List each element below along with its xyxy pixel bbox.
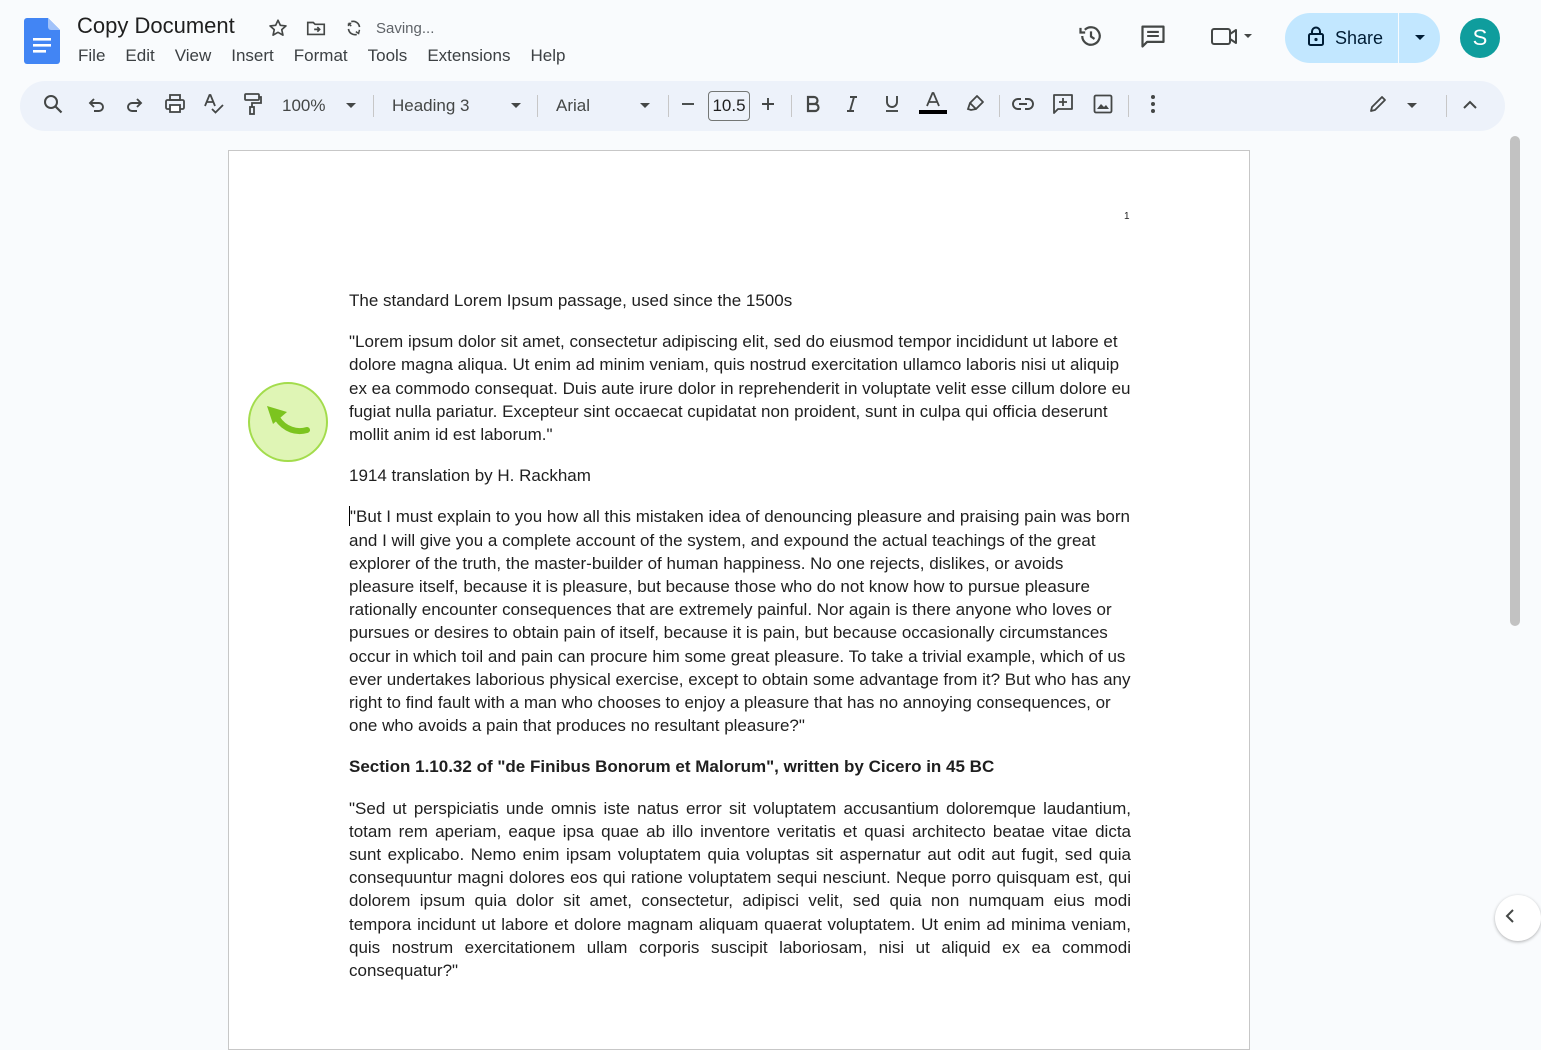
- paragraph-sed: "Sed ut perspiciatis unde omnis iste natus error sit voluptatem accusantium doloremque laudantium, totam rem aperiam, eaque ipsa quae ab illo inventore veritatis et quasi architecto beatae vitae dicta sunt explicabo. Nemo enim ipsam voluptatem quia voluptas sit aspernatur aut odit aut fugit, sed quia consequuntur magni dolores eos qui ratione voluptatem sequi nesciunt. Neque porro quisquam est, qui dolorem ipsum quia dolor sit amet, consectetur, adipisci velit, sed quia non numquam eius modi tempora incidunt ut labore et dolore magnam aliquam quaerat voluptatem. Ut enim ad minima veniam, quis nostrum exercitationem ullam corporis suscipit laboriosam, nisi ut aliquid ex ea commodi consequatur?": [349, 798, 1131, 981]
- zoom-select[interactable]: [282, 91, 362, 121]
- style-select[interactable]: [392, 91, 522, 121]
- hide-menus-button[interactable]: [1455, 91, 1485, 121]
- toolbar-divider: [1128, 95, 1129, 117]
- paint-format-icon: [243, 93, 263, 120]
- comments-icon: [1139, 22, 1167, 55]
- avatar[interactable]: S: [1460, 18, 1500, 58]
- share-button[interactable]: [1285, 13, 1398, 63]
- share-label: Share: [1335, 27, 1384, 48]
- document-title[interactable]: Copy Document: [77, 13, 235, 38]
- menu-insert[interactable]: Insert: [231, 46, 274, 65]
- highlight-icon: [965, 94, 985, 119]
- image-icon: [1093, 94, 1113, 119]
- sync-icon: [342, 16, 366, 40]
- version-history-button[interactable]: [1071, 18, 1111, 58]
- decrease-font-size-button[interactable]: [673, 91, 703, 121]
- paragraph-translation: [349, 505, 1131, 737]
- comments-button[interactable]: [1133, 18, 1173, 58]
- history-icon: [1077, 22, 1105, 55]
- print-button[interactable]: [160, 91, 190, 121]
- section-heading: Section 1.10.32 of "de Finibus Bonorum et Malorum", written by Cicero in 45 BC: [349, 757, 995, 777]
- meet-button[interactable]: [1200, 18, 1260, 58]
- italic-button[interactable]: [837, 91, 867, 121]
- menu-help[interactable]: Help: [530, 46, 566, 65]
- bold-icon: [806, 96, 820, 117]
- lock-icon: [1307, 26, 1325, 51]
- bold-button[interactable]: [798, 91, 828, 121]
- vertical-scrollbar[interactable]: [1510, 136, 1520, 626]
- saving-status: Saving...: [376, 19, 435, 37]
- annotation-marker: [248, 382, 328, 462]
- font-value: Arial: [556, 96, 591, 115]
- more-icon: [1150, 94, 1156, 119]
- header: [0, 0, 1525, 80]
- text-color-icon: [918, 91, 948, 122]
- text-color-button[interactable]: [918, 91, 948, 121]
- undo-icon: [86, 94, 106, 119]
- spellcheck-button[interactable]: [199, 91, 229, 121]
- increase-font-size-button[interactable]: [753, 91, 783, 121]
- add-comment-icon: [1052, 93, 1074, 120]
- chevron-left-icon: [1505, 909, 1515, 928]
- star-icon[interactable]: [266, 16, 290, 40]
- page-number: 1: [1124, 211, 1130, 222]
- underline-button[interactable]: [877, 91, 907, 121]
- search-menus-button[interactable]: [38, 91, 68, 121]
- side-panel-toggle[interactable]: [1495, 895, 1541, 941]
- spellcheck-icon: [203, 93, 225, 120]
- collapse-icon: [1462, 97, 1478, 115]
- add-comment-button[interactable]: [1048, 91, 1078, 121]
- redo-button[interactable]: [120, 91, 150, 121]
- toolbar-divider: [668, 95, 669, 117]
- toolbar-divider: [373, 95, 374, 117]
- share-button-group: [1285, 13, 1440, 63]
- font-size-input[interactable]: 10.5: [708, 91, 750, 121]
- paragraph-subtitle: The standard Lorem Ipsum passage, used since the 1500s: [349, 291, 793, 310]
- redo-icon: [125, 94, 145, 119]
- share-options-button[interactable]: [1399, 13, 1440, 63]
- edit-mode-icon: [1368, 94, 1388, 119]
- menu-bar: [68, 44, 575, 68]
- minus-icon: [680, 96, 696, 117]
- paragraph-translation-title: 1914 translation by H. Rackham: [349, 466, 591, 486]
- document-canvas[interactable]: [0, 131, 1525, 981]
- paint-format-button[interactable]: [238, 91, 268, 121]
- title-actions: [266, 16, 434, 40]
- toolbar-divider: [537, 95, 538, 117]
- toolbar-divider: [1446, 95, 1447, 117]
- toolbar: [20, 81, 1505, 131]
- plus-icon: [760, 96, 776, 117]
- link-icon: [1012, 97, 1034, 116]
- undo-button[interactable]: [81, 91, 111, 121]
- chevron-down-icon: [510, 97, 522, 115]
- menu-tools[interactable]: Tools: [367, 46, 408, 65]
- insert-image-button[interactable]: [1088, 91, 1118, 121]
- menu-extensions[interactable]: Extensions: [427, 46, 511, 65]
- chevron-down-icon: [345, 97, 357, 115]
- style-value: Heading 3: [392, 96, 470, 115]
- docs-logo-icon[interactable]: [24, 18, 60, 64]
- meet-icon: [1204, 22, 1256, 55]
- insert-link-button[interactable]: [1008, 91, 1038, 121]
- menu-file[interactable]: File: [78, 46, 106, 65]
- document-page[interactable]: [228, 150, 1250, 1050]
- chevron-down-icon: [1414, 29, 1426, 47]
- menu-format[interactable]: Format: [293, 46, 348, 65]
- font-select[interactable]: [556, 91, 651, 121]
- curved-arrow-icon: [263, 400, 313, 445]
- highlight-button[interactable]: [960, 91, 990, 121]
- toolbar-divider: [999, 95, 1000, 117]
- print-icon: [164, 94, 186, 119]
- editing-mode-button[interactable]: [1368, 91, 1418, 121]
- chevron-down-icon: [1406, 97, 1418, 115]
- search-icon: [43, 94, 63, 119]
- chevron-down-icon: [639, 97, 651, 115]
- menu-view[interactable]: View: [174, 46, 212, 65]
- move-folder-icon[interactable]: [304, 16, 328, 40]
- paragraph-translation-text: "But I must explain to you how all this mistaken idea of denouncing pleasure and praising pain was born and I will give you a complete account of the system, and expound the actual teachings of the great explorer of the truth, the master-builder of human happiness. No one rejects, dislikes, or avoids pleasure itself, because it is pleasure, but because those who do not know how to pursue pleasure rationally encounter consequences that are extremely painful. Nor again is there anyone who loves or pursues or desires to obtain pain of itself, because it is pain, but because occasionally circumstances occur in which toil and pain can procure him some great pleasure. To take a trivial example, which of us ever undertakes laborious physical exercise, except to obtain some advantage from it? But who has any right to find fault with a man who chooses to enjoy a pleasure that has no annoying consequences, or one who avoids a pain that produces no resultant pleasure?": [349, 507, 1131, 736]
- italic-icon: [845, 96, 859, 117]
- toolbar-divider: [791, 95, 792, 117]
- more-options-button[interactable]: [1138, 91, 1168, 121]
- document-body[interactable]: [349, 289, 1131, 1000]
- underline-icon: [884, 95, 900, 118]
- menu-edit[interactable]: Edit: [125, 46, 155, 65]
- zoom-value: 100%: [282, 96, 326, 115]
- paragraph-lorem: "Lorem ipsum dolor sit amet, consectetur adipiscing elit, sed do eiusmod tempor incididunt ut labore et dolore magna aliqua. Ut enim ad minim veniam, quis nostrud exercitation ullamco laboris nisi ut aliquip ex ea commodo consequat. Duis aute irure dolor in reprehenderit in voluptate velit esse cillum dolore eu fugiat nulla pariatur. Excepteur sint occaecat cupidatat non proident, sunt in culpa qui officia deserunt mollit anim id est laborum.": [349, 332, 1131, 445]
